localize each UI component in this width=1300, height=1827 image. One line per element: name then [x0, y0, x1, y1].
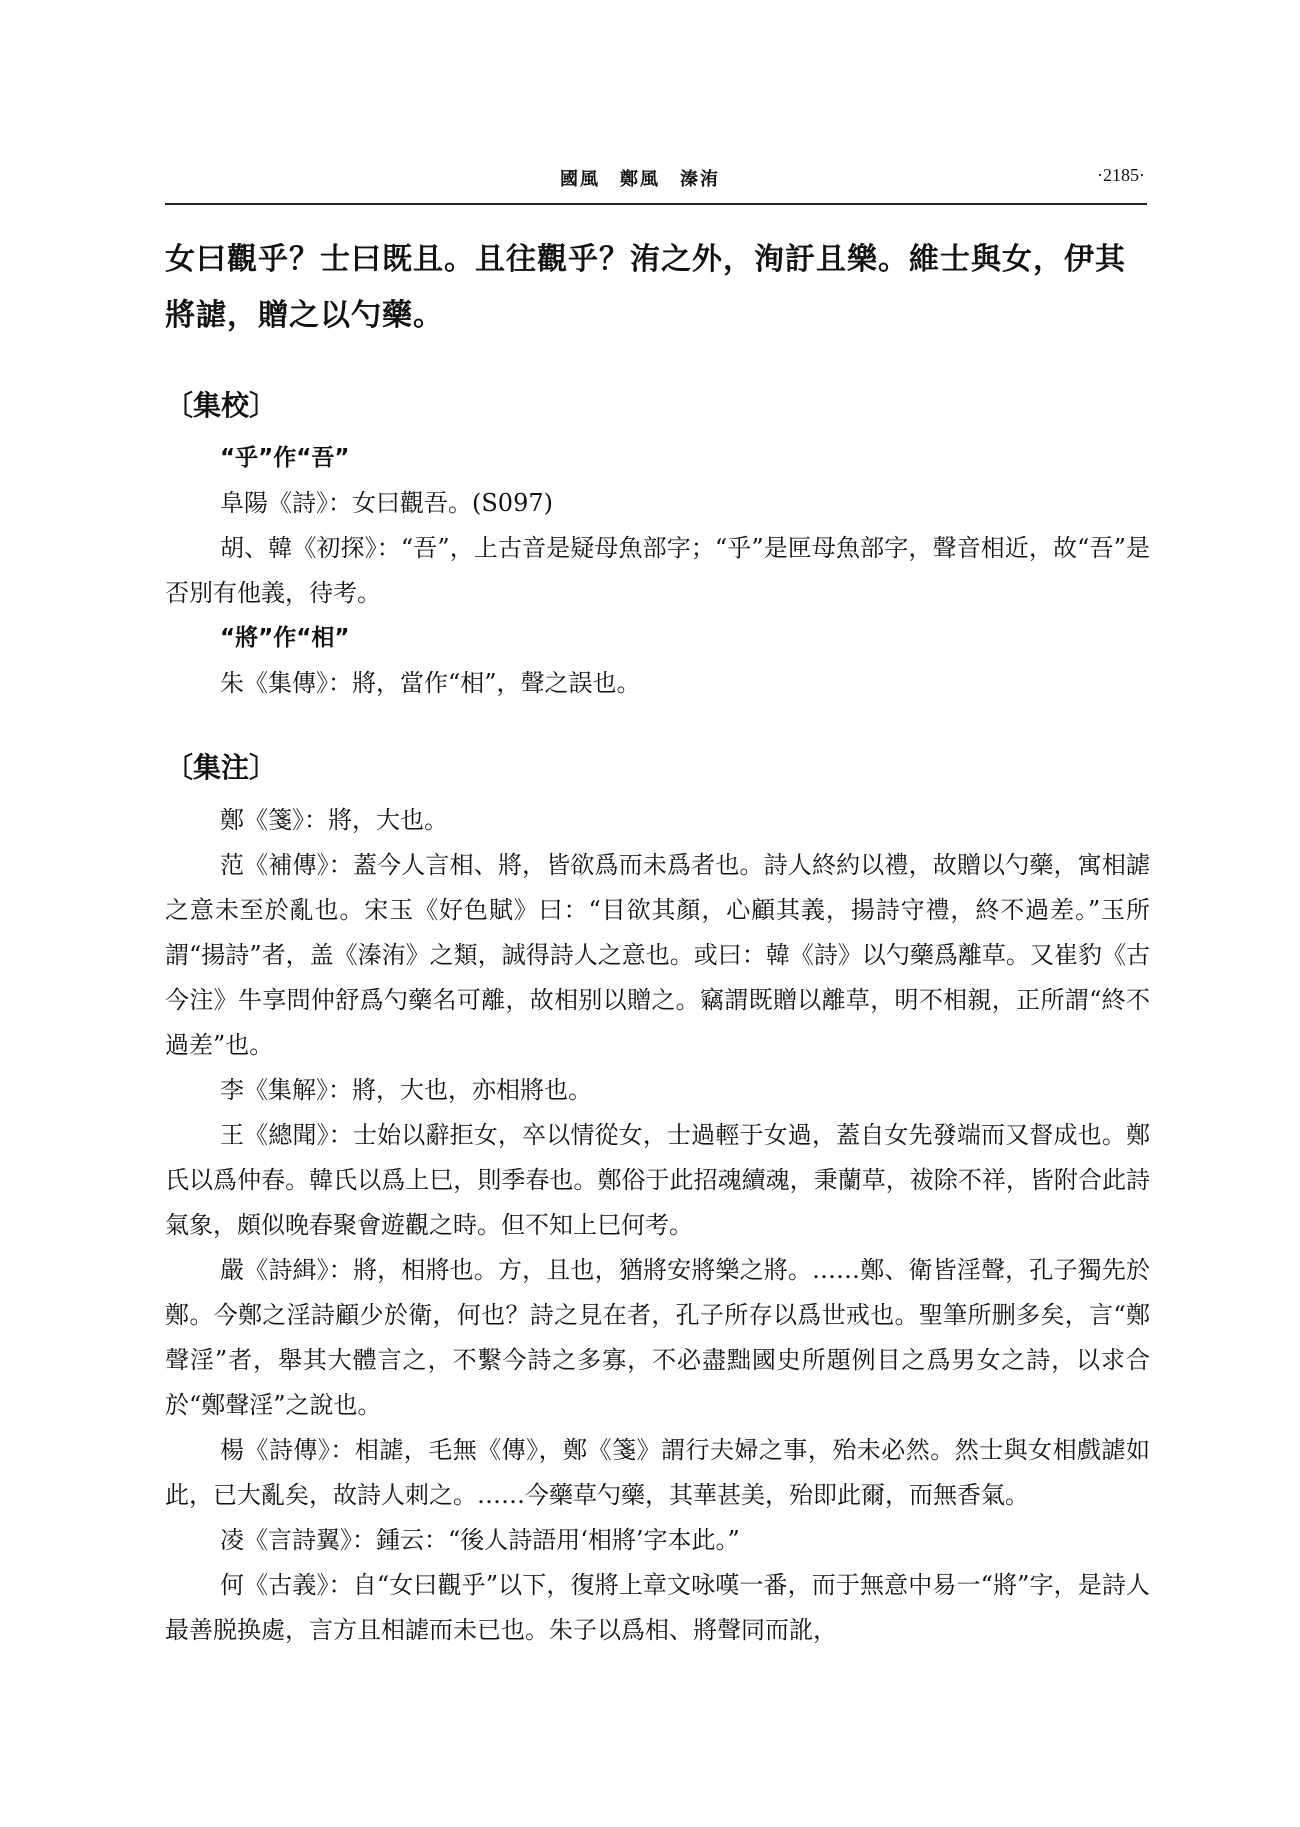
running-header: [165, 165, 1145, 195]
annotation-paragraph: 王《總聞》：士始以辭拒女，卒以情從女，士過輕于女過，蓋自女先發端而又督成也。鄭氏以爲仲春。韓氏以爲上巳，則季春也。鄭俗于此招魂續魂，秉蘭草，祓除不祥，皆附合此詩氣象，頗似晚春聚會遊觀之時。但不知上巳何考。: [165, 1121, 1150, 1239]
annotation-paragraph: 凌《言詩翼》：鍾云：“後人詩語用‘相將’字本此。”: [220, 1526, 740, 1554]
annotation-paragraph: 范《補傳》：蓋今人言相、將，皆欲爲而未爲者也。詩人終約以禮，故贈以勺藥，寓相謔之意未至於亂也。宋玉《好色賦》曰：“目欲其顏，心顧其義，揚詩守禮，終不過差。”玉所謂“揚詩”者，盖《溱洧》之類，誠得詩人之意也。或曰：韓《詩》以勺藥爲離草。又崔豹《古今注》牛享問仲舒爲勺藥名可離，故相别以贈之。竊謂既贈以離草，明不相親，正所謂“終不過差”也。: [165, 851, 1150, 1059]
variant-heading: “將”作“相”: [220, 625, 350, 651]
collation-paragraph: 胡、韓《初探》：“吾”，上古音是疑母魚部字；“乎”是匣母魚部字，聲音相近，故“吾”是否別有他義，待考。: [165, 534, 1150, 607]
variant-heading: “乎”作“吾”: [220, 445, 350, 471]
page-number: ·2185·: [1097, 165, 1145, 185]
collation-heading: 〔集校〕: [165, 389, 278, 422]
annotation-paragraph: 楊《詩傳》：相謔，毛無《傳》，鄭《箋》謂行夫婦之事，殆未必然。然士與女相戲謔如此，已大亂矣，故詩人刺之。……今藥草勺藥，其華甚美，殆即此爾，而無香氣。: [165, 1436, 1150, 1509]
header-title: 國風 鄭風 溱洧: [560, 169, 720, 190]
annotation-paragraph: 鄭《箋》：將，大也。: [220, 806, 448, 834]
page-body: [165, 232, 1150, 1653]
annotation-paragraph: 嚴《詩緝》：將，相將也。方，且也，猶將安將樂之將。……鄭、衛皆淫聲，孔子獨先於鄭。今鄭之淫詩顧少於衛，何也？詩之見在者，孔子所存以爲世戒也。聖筆所删多矣，言“鄭聲淫”者，舉其大體言之，不繫今詩之多寡，不必盡黜國史所題例目之爲男女之詩，以求合於“鄭聲淫”之說也。: [165, 1256, 1150, 1419]
annotation-heading: 〔集注〕: [165, 751, 278, 784]
poem-text: 女曰觀乎？士曰既且。且往觀乎？洧之外，洵訏且樂。維士與女，伊其將謔，贈之以勺藥。: [165, 242, 1126, 333]
collation-paragraph: 朱《集傳》：將，當作“相”，聲之誤也。: [220, 669, 641, 697]
annotation-paragraph: 李《集解》：將，大也，亦相將也。: [220, 1076, 592, 1104]
header-rule: [165, 203, 1147, 205]
annotation-paragraph: 何《古義》：自“女曰觀乎”以下，復將上章文咏嘆一番，而于無意中易一“將”字，是詩人最善脱换處，言方且相謔而未已也。朱子以爲相、將聲同而訛，: [165, 1571, 1150, 1644]
collation-paragraph: 阜陽《詩》：女曰觀吾。(S097): [220, 489, 553, 517]
